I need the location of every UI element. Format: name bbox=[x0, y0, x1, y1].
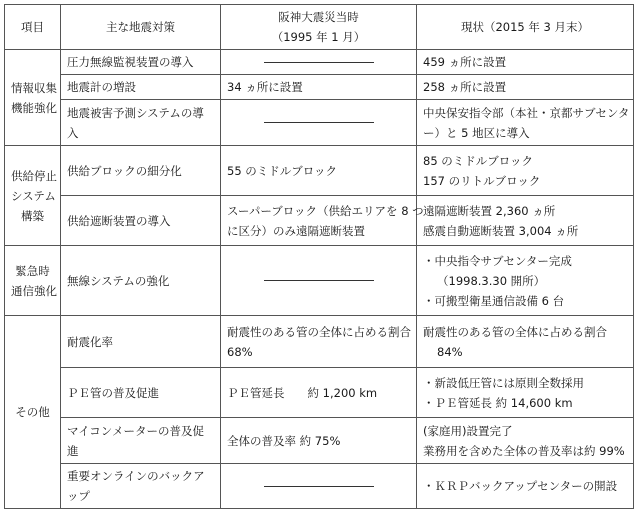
measure-cell: マイコンメーターの普及促進 bbox=[61, 418, 221, 464]
category-other: その他 bbox=[5, 316, 61, 509]
now-line: 中央保安指令部（本社・京都サブセンタ bbox=[423, 105, 630, 120]
now-cell bbox=[417, 368, 634, 418]
category-emergency bbox=[5, 246, 61, 316]
table-row bbox=[5, 146, 634, 196]
then-cell bbox=[221, 100, 417, 146]
then-cell: 55 のミドルブロック bbox=[221, 146, 417, 196]
measure-cell: 重要オンラインのバックアップ bbox=[61, 464, 221, 509]
header-then bbox=[221, 5, 417, 50]
now-line: (家庭用)設置完了 bbox=[423, 423, 513, 438]
none-dash bbox=[264, 62, 374, 63]
measure-cell: 供給ブロックの細分化 bbox=[61, 146, 221, 196]
measure-cell: 圧力無線監視装置の導入 bbox=[61, 50, 221, 75]
table-row bbox=[5, 418, 634, 464]
now-line: 157 のリトルブロック bbox=[423, 173, 541, 188]
now-cell bbox=[417, 100, 634, 146]
category-supply-line1: 供給停止 bbox=[11, 168, 57, 183]
header-item: 項目 bbox=[5, 5, 61, 50]
then-cell bbox=[221, 316, 417, 368]
table-row bbox=[5, 316, 634, 368]
measure-cell: 耐震化率 bbox=[61, 316, 221, 368]
now-line: ー）と 5 地区に導入 bbox=[423, 125, 530, 140]
table-row bbox=[5, 100, 634, 146]
table-row bbox=[5, 464, 634, 509]
category-info bbox=[5, 50, 61, 146]
then-cell: 34 ヵ所に設置 bbox=[221, 75, 417, 100]
now-cell bbox=[417, 418, 634, 464]
now-line: 遠隔遮断装置 2,360 ヵ所 bbox=[423, 203, 556, 218]
header-now: 現状（2015 年 3 月末） bbox=[417, 5, 634, 50]
measure-cell: ＰＥ管の普及促進 bbox=[61, 368, 221, 418]
measure-cell: 地震計の増設 bbox=[61, 75, 221, 100]
table-row bbox=[5, 75, 634, 100]
category-supply-line3: 構築 bbox=[21, 208, 44, 223]
then-cell: ＰＥ管延長 約 1,200 km bbox=[221, 368, 417, 418]
then-cell bbox=[221, 196, 424, 246]
header-then-line1: 阪神大震災当時 bbox=[278, 10, 359, 24]
then-cell bbox=[221, 246, 417, 316]
now-line: ・可搬型衛星通信設備 6 台 bbox=[423, 293, 565, 308]
category-supply-line2: システム bbox=[11, 188, 56, 203]
category-info-line2: 機能強化 bbox=[11, 100, 57, 115]
then-cell bbox=[221, 50, 417, 75]
none-dash bbox=[264, 486, 374, 487]
measure-cell: 供給遮断装置の導入 bbox=[61, 196, 221, 246]
then-cell bbox=[221, 464, 417, 509]
now-cell bbox=[417, 246, 634, 316]
none-dash bbox=[264, 280, 374, 281]
earthquake-measures-table bbox=[4, 4, 634, 509]
then-cell: 全体の普及率 約 75% bbox=[221, 418, 417, 464]
measure-cell: 地震被害予測システムの導入 bbox=[61, 100, 221, 146]
then-line: に区分）のみ遠隔遮断装置 bbox=[227, 223, 365, 238]
header-row bbox=[5, 5, 634, 50]
measure-cell: 無線システムの強化 bbox=[61, 246, 221, 316]
none-dash bbox=[264, 122, 374, 123]
now-line: （1998.3.30 開所） bbox=[437, 273, 546, 288]
table-row bbox=[5, 246, 634, 316]
now-cell bbox=[417, 196, 634, 246]
now-cell bbox=[417, 316, 634, 368]
category-emergency-line1: 緊急時 bbox=[15, 263, 50, 278]
then-line: 68% bbox=[227, 344, 253, 359]
category-supply bbox=[5, 146, 61, 246]
now-line: ・ＰＥ管延長 約 14,600 km bbox=[423, 395, 573, 410]
header-measure: 主な地震対策 bbox=[61, 5, 221, 50]
category-info-line1: 情報収集 bbox=[11, 80, 57, 95]
table-row bbox=[5, 368, 634, 418]
now-cell: 459 ヵ所に設置 bbox=[417, 50, 634, 75]
category-emergency-line2: 通信強化 bbox=[11, 283, 57, 298]
then-line: 耐震性のある管の全体に占める割合 bbox=[227, 324, 411, 339]
now-line: 85 のミドルブロック bbox=[423, 153, 534, 168]
table-row bbox=[5, 50, 634, 75]
now-cell: ・ＫＲＰバックアップセンターの開設 bbox=[417, 464, 634, 509]
now-line: 84% bbox=[437, 344, 463, 359]
now-line: ・新設低圧管には原則全数採用 bbox=[423, 375, 584, 390]
now-line: 感震自動遮断装置 3,004 ヵ所 bbox=[423, 223, 579, 238]
now-line: ・中央指令サブセンター完成 bbox=[423, 253, 572, 268]
header-then-line2: （1995 年 1 月） bbox=[271, 30, 366, 44]
then-line: スーパーブロック（供給エリアを 8 つ bbox=[227, 203, 424, 218]
now-cell: 258 ヵ所に設置 bbox=[417, 75, 634, 100]
table-row bbox=[5, 196, 634, 246]
now-line: 業務用を含めた全体の普及率は約 99% bbox=[423, 443, 625, 458]
now-cell bbox=[417, 146, 634, 196]
now-line: 耐震性のある管の全体に占める割合 bbox=[423, 324, 607, 339]
